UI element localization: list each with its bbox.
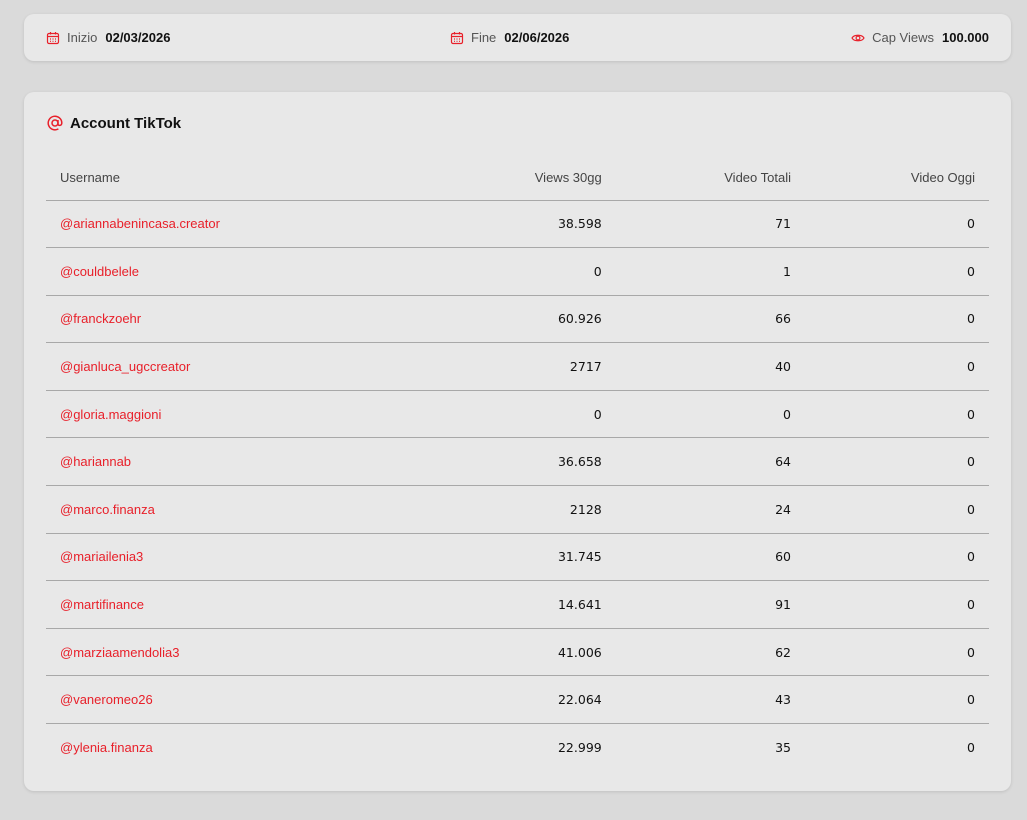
column-today: Video Oggi — [805, 156, 989, 200]
account-username-link[interactable]: @gloria.maggioni — [46, 390, 426, 438]
accounts-title: Account TikTok — [70, 114, 182, 132]
today-videos-cell: 0 — [805, 343, 989, 391]
end-label: Fine — [471, 30, 497, 45]
today-videos-cell: 0 — [805, 200, 989, 248]
total-videos-cell: 0 — [616, 390, 805, 438]
views-cell: 0 — [426, 248, 616, 296]
column-username: Username — [46, 156, 426, 200]
total-videos-cell: 40 — [616, 343, 805, 391]
account-username-link[interactable]: @hariannab — [46, 438, 426, 486]
total-videos-cell: 1 — [616, 248, 805, 296]
views-cell: 31.745 — [426, 533, 616, 581]
today-videos-cell: 0 — [805, 390, 989, 438]
account-username-link[interactable]: @gianluca_ugccreator — [46, 343, 426, 391]
account-username-link[interactable]: @mariailenia3 — [46, 533, 426, 581]
account-username-link[interactable]: @couldbelele — [46, 248, 426, 296]
table-header-row — [46, 156, 989, 200]
today-videos-cell: 0 — [805, 248, 989, 296]
views-cell: 2128 — [426, 486, 616, 534]
campaign-cap-views — [851, 30, 989, 45]
table-row — [46, 724, 989, 772]
accounts-table — [46, 156, 989, 771]
views-cell: 60.926 — [426, 295, 616, 343]
account-username-link[interactable]: @martifinance — [46, 581, 426, 629]
table-row — [46, 343, 989, 391]
table-row — [46, 248, 989, 296]
total-videos-cell: 71 — [616, 200, 805, 248]
views-cell: 38.598 — [426, 200, 616, 248]
account-username-link[interactable]: @marziaamendolia3 — [46, 628, 426, 676]
campaign-start — [46, 30, 170, 45]
views-cell: 2717 — [426, 343, 616, 391]
today-videos-cell: 0 — [805, 533, 989, 581]
accounts-card — [24, 92, 1011, 791]
account-username-link[interactable]: @ariannabenincasa.creator — [46, 200, 426, 248]
account-username-link[interactable]: @vaneromeo26 — [46, 676, 426, 724]
today-videos-cell: 0 — [805, 581, 989, 629]
total-videos-cell: 64 — [616, 438, 805, 486]
at-sign-icon — [46, 114, 64, 132]
total-videos-cell: 24 — [616, 486, 805, 534]
views-cell: 0 — [426, 390, 616, 438]
column-total: Video Totali — [616, 156, 805, 200]
end-value: 02/06/2026 — [504, 30, 570, 45]
total-videos-cell: 35 — [775, 740, 791, 756]
campaign-info-bar — [24, 14, 1011, 61]
today-videos-cell: 0 — [805, 676, 989, 724]
views-cell: 22.999 — [557, 740, 602, 756]
campaign-end — [450, 30, 569, 45]
calendar-icon — [46, 31, 60, 45]
table-row — [46, 533, 989, 581]
today-videos-cell: 0 — [805, 628, 989, 676]
views-cell: 41.006 — [426, 628, 616, 676]
account-username-link[interactable]: @marco.finanza — [46, 486, 426, 534]
accounts-header — [46, 114, 181, 132]
total-videos-cell: 43 — [616, 676, 805, 724]
table-row — [46, 581, 989, 629]
table-row — [46, 676, 989, 724]
today-videos-cell: 0 — [967, 740, 975, 756]
views-cell: 22.064 — [426, 676, 616, 724]
views-cell: 36.658 — [426, 438, 616, 486]
eye-icon — [851, 31, 865, 45]
total-videos-cell: 66 — [616, 295, 805, 343]
views-cell: 14.641 — [426, 581, 616, 629]
total-videos-cell: 62 — [616, 628, 805, 676]
table-row — [46, 390, 989, 438]
start-value: 02/03/2026 — [105, 30, 171, 45]
table-row — [46, 200, 989, 248]
table-row — [46, 295, 989, 343]
total-videos-cell: 91 — [616, 581, 805, 629]
today-videos-cell: 0 — [805, 438, 989, 486]
account-username-link[interactable]: @franckzoehr — [46, 295, 426, 343]
account-username-link[interactable]: @ylenia.finanza — [60, 740, 153, 756]
calendar-icon — [450, 31, 464, 45]
cap-label: Cap Views — [872, 30, 934, 45]
today-videos-cell: 0 — [805, 486, 989, 534]
today-videos-cell: 0 — [805, 295, 989, 343]
column-views: Views 30gg — [426, 156, 616, 200]
start-label: Inizio — [67, 30, 98, 45]
cap-value: 100.000 — [942, 30, 989, 45]
table-row — [46, 628, 989, 676]
total-videos-cell: 60 — [616, 533, 805, 581]
table-row — [46, 486, 989, 534]
table-row — [46, 438, 989, 486]
